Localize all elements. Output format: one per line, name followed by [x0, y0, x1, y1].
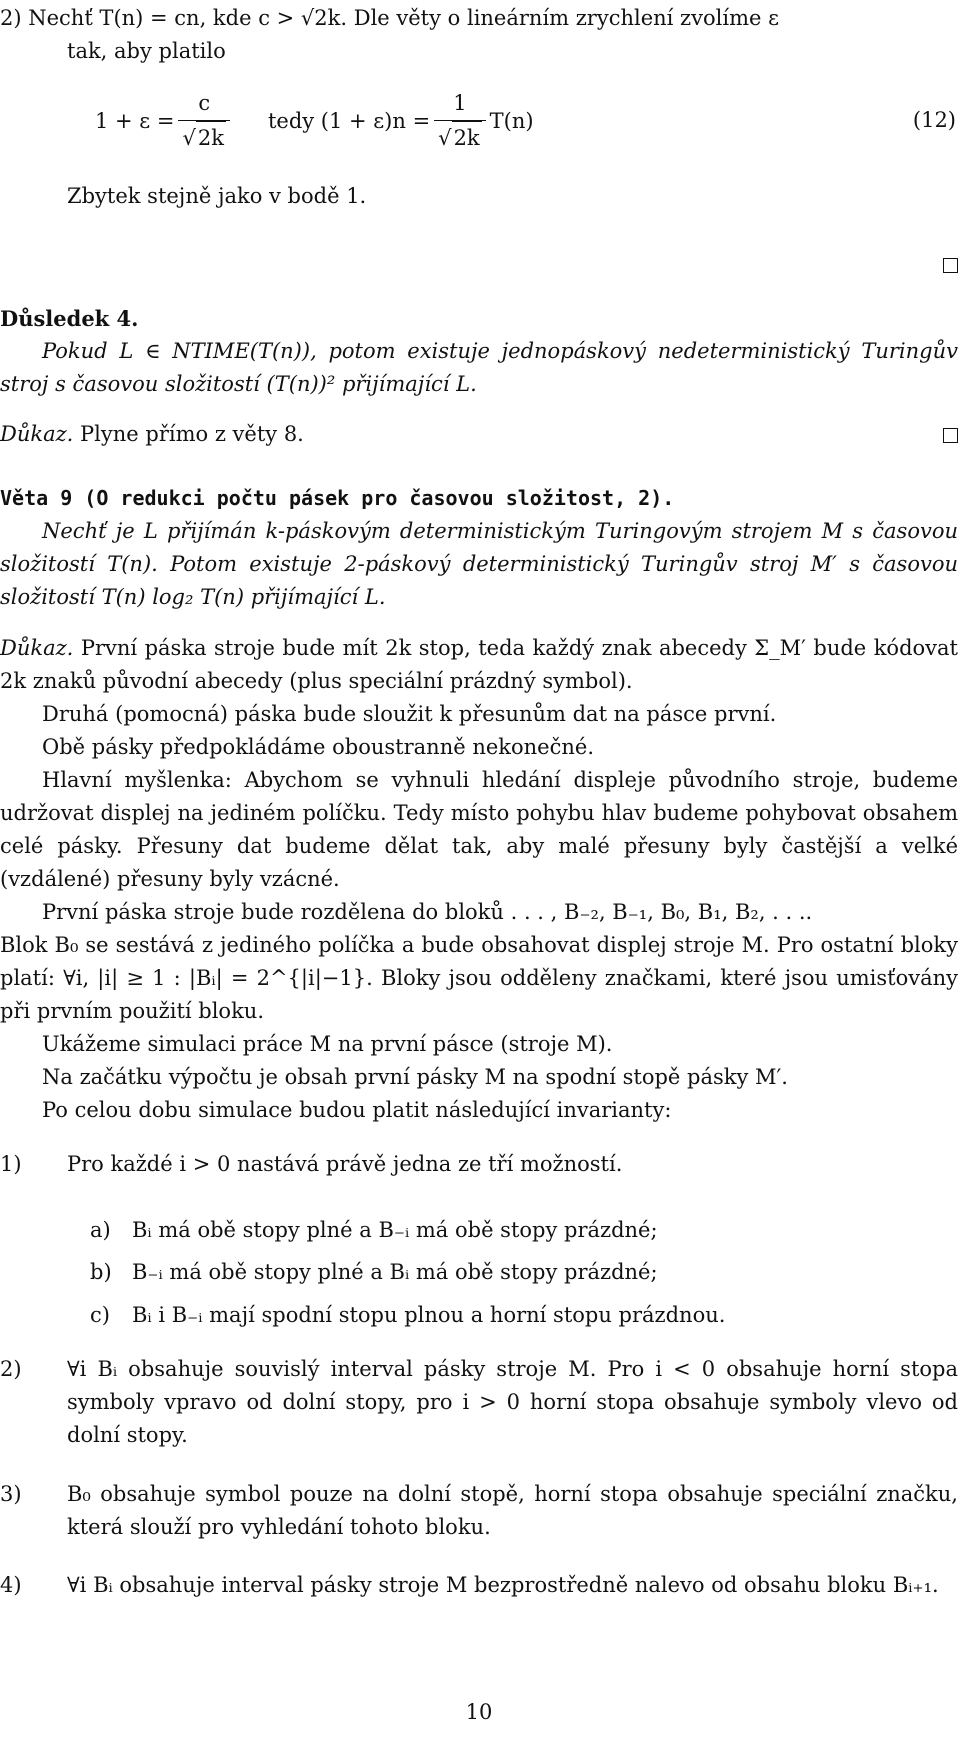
item2-line1: 2) Nechť T(n) = cn, kde c > √2k. Dle věty o lineárním zrychlení zvolíme ε: [0, 6, 779, 30]
corollary-proof: [0, 418, 958, 451]
item2-rest: Zbytek stejně jako v bodě 1.: [67, 184, 367, 208]
eq-frac2-num: 1: [453, 91, 467, 115]
proof-text: Plyne přímo z věty 8.: [80, 422, 304, 446]
eq-lhs: 1 + ε =: [95, 108, 175, 133]
theorem-statement: Nechť je L přijímán k-páskovým deterministickým Turingovým strojem M s časovou složitostí T(n). Potom existuje 2-páskový deterministický Turingův stroj M′ s časovou složitostí T(n) log₂ T(n) přijímající L.: [0, 519, 958, 609]
proof-paragraph: Druhá (pomocná) páska bude sloužit k přesunům dat na pásce první.: [42, 702, 777, 726]
eq-frac1-den-radicand: 2k: [196, 121, 226, 155]
invariant-item: [0, 1569, 958, 1602]
invariant-text: ∀i Bᵢ obsahuje souvislý interval pásky stroje M. Pro i < 0 obsahuje horní stopa symboly vpravo od dolní stopy, pro i > 0 horní stopa obsahuje symboly vlevo od dolní stopy.: [67, 1357, 958, 1447]
item2-block: [0, 2, 958, 68]
option-item: [0, 1299, 958, 1332]
equation-body: [95, 86, 534, 156]
option-text: Bᵢ i B₋ᵢ mají spodní stopu plnou a horní stopu prázdnou.: [132, 1303, 726, 1327]
eq-label: (12): [912, 108, 956, 132]
theorem-title: Věta 9 (O redukci počtu pásek pro časovou složitost, 2).: [0, 486, 675, 510]
proof-paragraph: První páska stroje bude rozdělena do bloků . . . , B₋₂, B₋₁, B₀, B₁, B₂, . . ..: [42, 900, 813, 924]
option-text: Bᵢ má obě stopy plné a B₋ᵢ má obě stopy prázdné;: [132, 1218, 658, 1242]
corollary-block: [0, 302, 958, 401]
proof-paragraph: První páska stroje bude mít 2k stop, teda každý znak abecedy Σ_M′ bude kódovat 2k znaků původní abecedy (plus speciální prázdný symbol).: [0, 636, 958, 693]
option-item: [0, 1214, 958, 1247]
page-number: 10: [465, 1700, 493, 1724]
option-label: a): [90, 1218, 111, 1242]
eq-frac2-den-radicand: 2k: [452, 121, 482, 155]
invariant-label: 4): [0, 1573, 22, 1597]
proof-paragraph: Na začátku výpočtu je obsah první pásky M na spodní stopě pásky M′.: [42, 1065, 788, 1089]
invariant-label: 1): [0, 1152, 22, 1176]
invariant-item: [0, 1478, 958, 1544]
option-label: b): [90, 1260, 112, 1284]
eq-frac1-num: c: [198, 91, 211, 115]
qed-box: [943, 258, 958, 273]
proof-block: [0, 632, 958, 1127]
invariant-text: Pro každé i > 0 nastává právě jedna ze tří možností.: [67, 1152, 623, 1176]
option-item: [0, 1256, 958, 1289]
item2-rest-block: [0, 180, 958, 213]
eq-rhs: T(n): [489, 108, 534, 133]
proof-paragraph: Blok B₀ se sestává z jediného políčka a bude obsahovat displej stroje M. Pro ostatní bloky platí: ∀i, |i| ≥ 1 : |Bᵢ| = 2^{|i|−1}. Bloky jsou odděleny značkami, které jsou umisťovány při prvním použití bloku.: [0, 933, 958, 1023]
qed-box: [943, 428, 958, 443]
proof-paragraph: Obě pásky předpokládáme oboustranně nekonečné.: [42, 735, 594, 759]
corollary-title: Důsledek 4.: [0, 306, 139, 331]
eq-fraction-2: [434, 87, 485, 155]
option-label: c): [90, 1303, 110, 1327]
eq-mid: tedy (1 + ε)n =: [267, 108, 431, 133]
proof-paragraph: Hlavní myšlenka: Abychom se vyhnuli hledání displeje původního stroje, budeme udržovat displej na jediném políčku. Tedy místo pohybu hlav budeme pohybovat obsahem celé pásky. Přesuny dat budeme dělat tak, aby malé přesuny byly častější a velké (vzdálené) přesuny byly vzácné.: [0, 768, 958, 891]
theorem-block: [0, 482, 958, 614]
proof-paragraph: Po celou dobu simulace budou platit následující invarianty:: [42, 1098, 672, 1122]
proof-paragraph: Ukážeme simulaci práce M na první pásce (stroje M).: [42, 1032, 613, 1056]
item2-line2: tak, aby platilo: [67, 39, 226, 63]
invariant-text: B₀ obsahuje symbol pouze na dolní stopě, horní stopa obsahuje speciální značku, která slouží pro vyhledání tohoto bloku.: [67, 1482, 958, 1539]
corollary-statement: Pokud L ∈ NTIME(T(n)), potom existuje jednopáskový nedeterministický Turingův stroj s časovou složitostí (T(n))² přijímající L.: [0, 339, 958, 396]
eq-frac1-den: √2k: [178, 120, 229, 155]
invariant-item: [0, 1353, 958, 1452]
eq-fraction-1: [178, 87, 229, 155]
proof-label: Důkaz.: [0, 636, 74, 660]
invariant-text: ∀i Bᵢ obsahuje interval pásky stroje M bezprostředně nalevo od obsahu bloku Bᵢ₊₁.: [67, 1573, 939, 1597]
equation-12: [0, 86, 958, 156]
invariant-item: [0, 1148, 958, 1181]
invariant-label: 3): [0, 1482, 22, 1506]
invariant-label: 2): [0, 1357, 22, 1381]
eq-frac2-den: √2k: [434, 120, 485, 155]
proof-label: Důkaz.: [0, 422, 74, 446]
option-text: B₋ᵢ má obě stopy plné a Bᵢ má obě stopy prázdné;: [132, 1260, 658, 1284]
